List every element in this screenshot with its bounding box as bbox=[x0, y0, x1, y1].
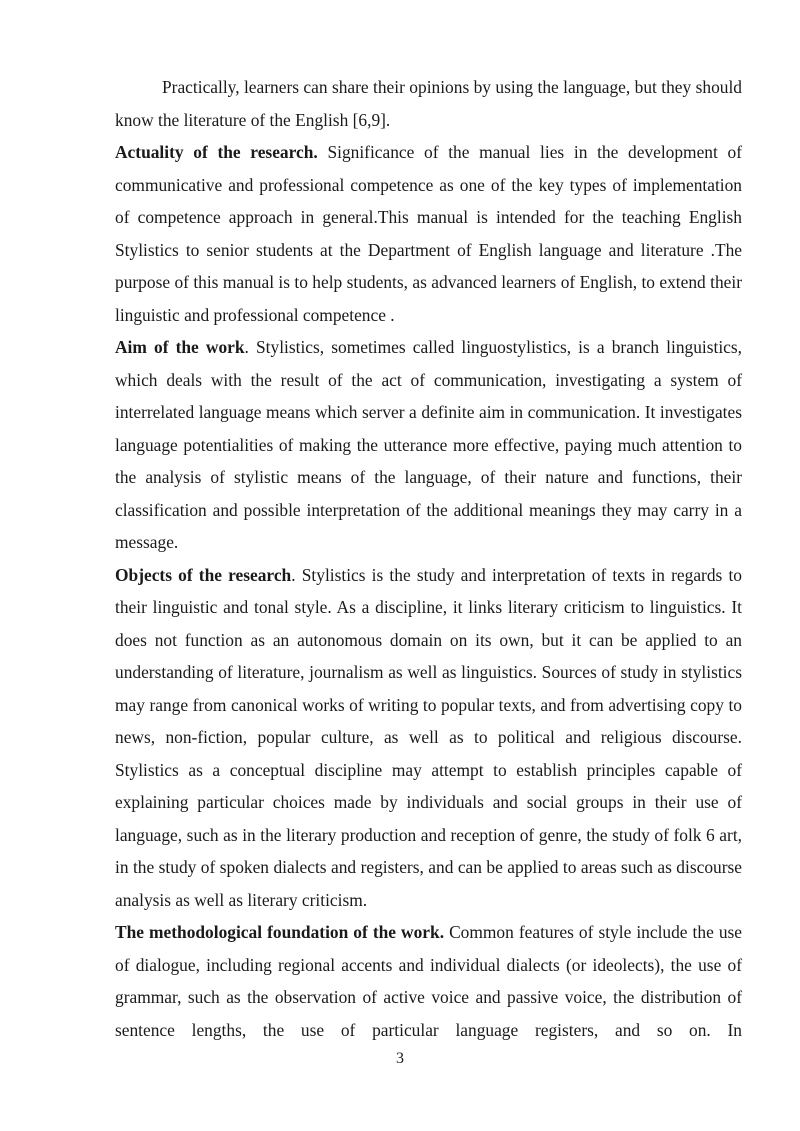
aim-section bbox=[115, 331, 742, 559]
aim-heading: Aim of the work bbox=[115, 337, 245, 357]
methodology-section bbox=[115, 916, 742, 1046]
actuality-heading: Actuality of the research. bbox=[115, 142, 318, 162]
methodology-text: Common features of style include the use of dialogue, including regional accents and individual dialects (or ideolects), the use of grammar, such as the observation of active voice and passive voice, the distribution of sentence lengths, the use of particular language registers, and so on. In bbox=[115, 922, 743, 1040]
objects-section bbox=[115, 559, 742, 917]
actuality-text: Significance of the manual lies in the development of communicative and professional competence as one of the key types of implementation of competence approach in general.This manual is intended for the teaching English Stylistics to senior students at the Department of English language and literature .The purpose of this manual is to help students, as advanced learners of English, to extend their linguistic and professional competence . bbox=[115, 142, 743, 325]
objects-text: . Stylistics is the study and interpretation of texts in regards to their linguistic and tonal style. As a discipline, it links literary criticism to linguistics. It does not function as an autonomous domain on its own, but it can be applied to an understanding of literature, journalism as well as linguistics. Sources of study in stylistics may range from canonical works of writing to popular texts, and from advertising copy to news, non-fiction, popular culture, as well as to political and religious discourse. Stylistics as a conceptual discipline may attempt to establish principles capable of explaining particular choices made by individuals and social groups in their use of language, such as in the literary production and reception of genre, the study of folk 6 art, in the study of spoken dialects and registers, and can be applied to areas such as discourse analysis as well as literary criticism. bbox=[115, 564, 742, 910]
objects-heading: Objects of the research bbox=[115, 564, 292, 585]
intro-paragraph: Practically, learners can share their opinions by using the language, but they should know the literature of the English [6,9]. bbox=[115, 77, 742, 130]
page-number: 3 bbox=[396, 1050, 404, 1067]
document-body bbox=[115, 71, 742, 1046]
aim-text: . Stylistics, sometimes called linguostylistics, is a branch linguistics, which deals with the result of the act of communication, investigating a system of interrelated language means which server a definite aim in communication. It investigates language potentialities of making the utterance more effective, paying much attention to the analysis of stylistic means of the language, of their nature and functions, their classification and possible interpretation of the additional meanings they may carry in a message. bbox=[115, 337, 742, 552]
methodology-heading: The methodological foundation of the work. bbox=[115, 922, 445, 942]
actuality-section bbox=[115, 136, 742, 331]
